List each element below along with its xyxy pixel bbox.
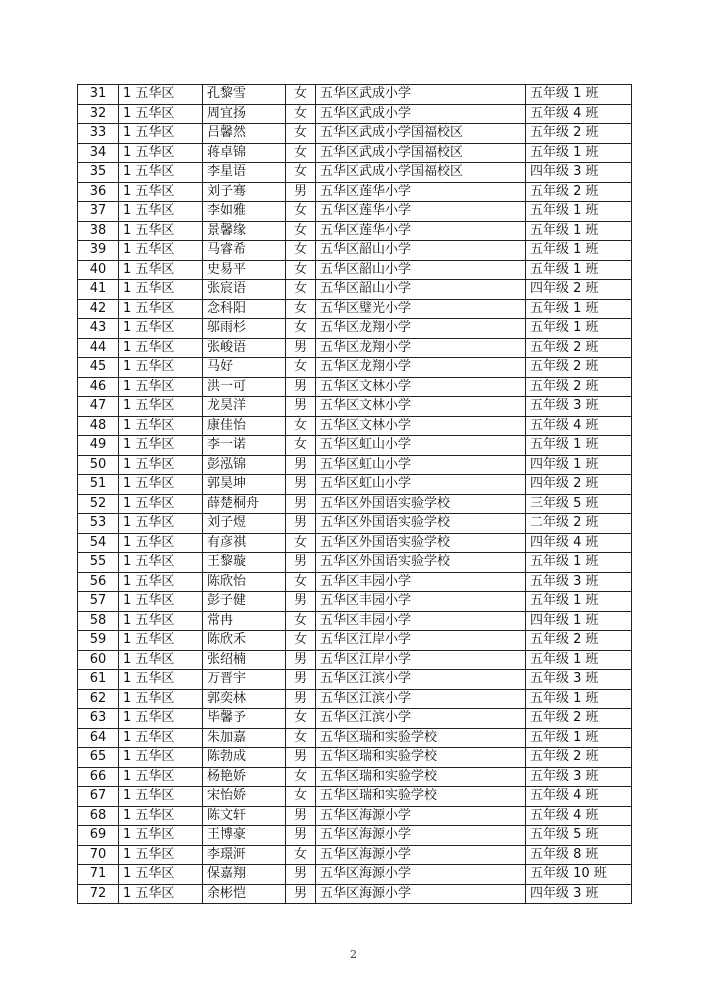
grade-class: 五年级 4 班 bbox=[526, 806, 632, 826]
district-code: 1 五华区 bbox=[119, 533, 203, 553]
school-name: 五华区龙翔小学 bbox=[316, 319, 526, 339]
table-row bbox=[78, 787, 632, 807]
row-number: 40 bbox=[78, 260, 119, 280]
student-sex: 女 bbox=[286, 319, 316, 339]
row-number: 41 bbox=[78, 280, 119, 300]
table-row bbox=[78, 455, 632, 475]
grade-class: 五年级 2 班 bbox=[526, 709, 632, 729]
school-name: 五华区江滨小学 bbox=[316, 670, 526, 690]
student-name: 彭子健 bbox=[203, 592, 286, 612]
grade-class: 五年级 4 班 bbox=[526, 416, 632, 436]
student-name: 王博豪 bbox=[203, 826, 286, 846]
student-sex: 女 bbox=[286, 260, 316, 280]
grade-class: 五年级 2 班 bbox=[526, 124, 632, 144]
district-code: 1 五华区 bbox=[119, 826, 203, 846]
row-number: 32 bbox=[78, 104, 119, 124]
district-code: 1 五华区 bbox=[119, 358, 203, 378]
student-name: 蒋卓锦 bbox=[203, 143, 286, 163]
district-code: 1 五华区 bbox=[119, 377, 203, 397]
student-name: 龙昊洋 bbox=[203, 397, 286, 417]
row-number: 45 bbox=[78, 358, 119, 378]
student-sex: 男 bbox=[286, 182, 316, 202]
student-sex: 女 bbox=[286, 143, 316, 163]
student-sex: 女 bbox=[286, 202, 316, 222]
table-row bbox=[78, 553, 632, 573]
district-code: 1 五华区 bbox=[119, 709, 203, 729]
school-name: 五华区瑞和实验学校 bbox=[316, 748, 526, 768]
table-row bbox=[78, 104, 632, 124]
table-row bbox=[78, 416, 632, 436]
student-sex: 男 bbox=[286, 455, 316, 475]
student-sex: 男 bbox=[286, 689, 316, 709]
row-number: 39 bbox=[78, 241, 119, 261]
table-row bbox=[78, 709, 632, 729]
grade-class: 五年级 2 班 bbox=[526, 358, 632, 378]
row-number: 62 bbox=[78, 689, 119, 709]
row-number: 43 bbox=[78, 319, 119, 339]
school-name: 五华区文林小学 bbox=[316, 397, 526, 417]
student-sex: 男 bbox=[286, 494, 316, 514]
row-number: 49 bbox=[78, 436, 119, 456]
student-sex: 女 bbox=[286, 85, 316, 105]
row-number: 65 bbox=[78, 748, 119, 768]
grade-class: 五年级 1 班 bbox=[526, 436, 632, 456]
school-name: 五华区海源小学 bbox=[316, 884, 526, 904]
grade-class: 五年级 1 班 bbox=[526, 143, 632, 163]
district-code: 1 五华区 bbox=[119, 124, 203, 144]
student-name: 景馨缘 bbox=[203, 221, 286, 241]
table-row bbox=[78, 533, 632, 553]
table-row bbox=[78, 397, 632, 417]
school-name: 五华区武成小学国福校区 bbox=[316, 124, 526, 144]
student-sex: 男 bbox=[286, 475, 316, 495]
student-sex: 女 bbox=[286, 845, 316, 865]
row-number: 51 bbox=[78, 475, 119, 495]
table-row bbox=[78, 202, 632, 222]
table-row bbox=[78, 631, 632, 651]
grade-class: 五年级 1 班 bbox=[526, 221, 632, 241]
table-row bbox=[78, 845, 632, 865]
district-code: 1 五华区 bbox=[119, 865, 203, 885]
student-name: 陈文轩 bbox=[203, 806, 286, 826]
student-name: 宋怡娇 bbox=[203, 787, 286, 807]
student-sex: 男 bbox=[286, 514, 316, 534]
student-sex: 男 bbox=[286, 806, 316, 826]
student-name: 陈勃成 bbox=[203, 748, 286, 768]
district-code: 1 五华区 bbox=[119, 280, 203, 300]
student-name: 保嘉翔 bbox=[203, 865, 286, 885]
student-sex: 女 bbox=[286, 416, 316, 436]
school-name: 五华区璧光小学 bbox=[316, 299, 526, 319]
school-name: 五华区海源小学 bbox=[316, 806, 526, 826]
student-name: 李一诺 bbox=[203, 436, 286, 456]
district-code: 1 五华区 bbox=[119, 767, 203, 787]
student-sex: 女 bbox=[286, 299, 316, 319]
district-code: 1 五华区 bbox=[119, 670, 203, 690]
table-row bbox=[78, 806, 632, 826]
student-sex: 男 bbox=[286, 748, 316, 768]
district-code: 1 五华区 bbox=[119, 299, 203, 319]
row-number: 67 bbox=[78, 787, 119, 807]
row-number: 42 bbox=[78, 299, 119, 319]
student-name: 念科阳 bbox=[203, 299, 286, 319]
grade-class: 五年级 1 班 bbox=[526, 202, 632, 222]
row-number: 64 bbox=[78, 728, 119, 748]
district-code: 1 五华区 bbox=[119, 806, 203, 826]
school-name: 五华区虹山小学 bbox=[316, 436, 526, 456]
student-sex: 女 bbox=[286, 611, 316, 631]
school-name: 五华区江滨小学 bbox=[316, 689, 526, 709]
grade-class: 四年级 2 班 bbox=[526, 475, 632, 495]
student-name: 马好 bbox=[203, 358, 286, 378]
school-name: 五华区丰园小学 bbox=[316, 572, 526, 592]
row-number: 54 bbox=[78, 533, 119, 553]
row-number: 44 bbox=[78, 338, 119, 358]
grade-class: 五年级 1 班 bbox=[526, 299, 632, 319]
table-row bbox=[78, 884, 632, 904]
student-name: 张宸语 bbox=[203, 280, 286, 300]
roster-body bbox=[78, 85, 632, 904]
row-number: 68 bbox=[78, 806, 119, 826]
school-name: 五华区外国语实验学校 bbox=[316, 553, 526, 573]
school-name: 五华区莲华小学 bbox=[316, 182, 526, 202]
grade-class: 五年级 1 班 bbox=[526, 553, 632, 573]
row-number: 56 bbox=[78, 572, 119, 592]
table-row bbox=[78, 611, 632, 631]
district-code: 1 五华区 bbox=[119, 631, 203, 651]
student-sex: 男 bbox=[286, 826, 316, 846]
district-code: 1 五华区 bbox=[119, 787, 203, 807]
district-code: 1 五华区 bbox=[119, 163, 203, 183]
student-sex: 男 bbox=[286, 377, 316, 397]
student-sex: 男 bbox=[286, 884, 316, 904]
school-name: 五华区龙翔小学 bbox=[316, 358, 526, 378]
student-name: 王黎璇 bbox=[203, 553, 286, 573]
student-name: 薛楚桐舟 bbox=[203, 494, 286, 514]
school-name: 五华区丰园小学 bbox=[316, 592, 526, 612]
student-name: 张峻语 bbox=[203, 338, 286, 358]
district-code: 1 五华区 bbox=[119, 416, 203, 436]
row-number: 34 bbox=[78, 143, 119, 163]
grade-class: 五年级 1 班 bbox=[526, 241, 632, 261]
student-name: 孔黎雪 bbox=[203, 85, 286, 105]
grade-class: 五年级 3 班 bbox=[526, 397, 632, 417]
student-name: 康佳怡 bbox=[203, 416, 286, 436]
student-name: 常冉 bbox=[203, 611, 286, 631]
row-number: 61 bbox=[78, 670, 119, 690]
district-code: 1 五华区 bbox=[119, 592, 203, 612]
school-name: 五华区外国语实验学校 bbox=[316, 494, 526, 514]
district-code: 1 五华区 bbox=[119, 650, 203, 670]
row-number: 46 bbox=[78, 377, 119, 397]
grade-class: 四年级 4 班 bbox=[526, 533, 632, 553]
grade-class: 五年级 2 班 bbox=[526, 377, 632, 397]
district-code: 1 五华区 bbox=[119, 143, 203, 163]
student-name: 洪一可 bbox=[203, 377, 286, 397]
page-number: 2 bbox=[350, 948, 357, 961]
district-code: 1 五华区 bbox=[119, 611, 203, 631]
table-row bbox=[78, 143, 632, 163]
grade-class: 五年级 1 班 bbox=[526, 260, 632, 280]
row-number: 53 bbox=[78, 514, 119, 534]
table-row bbox=[78, 182, 632, 202]
school-name: 五华区韶山小学 bbox=[316, 241, 526, 261]
district-code: 1 五华区 bbox=[119, 455, 203, 475]
student-name: 郭奕林 bbox=[203, 689, 286, 709]
row-number: 47 bbox=[78, 397, 119, 417]
district-code: 1 五华区 bbox=[119, 436, 203, 456]
district-code: 1 五华区 bbox=[119, 319, 203, 339]
row-number: 60 bbox=[78, 650, 119, 670]
grade-class: 五年级 1 班 bbox=[526, 650, 632, 670]
school-name: 五华区文林小学 bbox=[316, 377, 526, 397]
grade-class: 四年级 1 班 bbox=[526, 455, 632, 475]
district-code: 1 五华区 bbox=[119, 85, 203, 105]
district-code: 1 五华区 bbox=[119, 260, 203, 280]
table-row bbox=[78, 670, 632, 690]
school-name: 五华区外国语实验学校 bbox=[316, 533, 526, 553]
student-name: 马睿希 bbox=[203, 241, 286, 261]
student-sex: 女 bbox=[286, 358, 316, 378]
row-number: 66 bbox=[78, 767, 119, 787]
district-code: 1 五华区 bbox=[119, 494, 203, 514]
student-sex: 女 bbox=[286, 104, 316, 124]
student-sex: 女 bbox=[286, 728, 316, 748]
student-sex: 女 bbox=[286, 709, 316, 729]
grade-class: 四年级 3 班 bbox=[526, 163, 632, 183]
district-code: 1 五华区 bbox=[119, 553, 203, 573]
table-row bbox=[78, 319, 632, 339]
grade-class: 五年级 4 班 bbox=[526, 787, 632, 807]
row-number: 31 bbox=[78, 85, 119, 105]
row-number: 37 bbox=[78, 202, 119, 222]
student-sex: 女 bbox=[286, 241, 316, 261]
table-row bbox=[78, 299, 632, 319]
district-code: 1 五华区 bbox=[119, 884, 203, 904]
student-name: 彭泓锦 bbox=[203, 455, 286, 475]
student-name: 李星语 bbox=[203, 163, 286, 183]
district-code: 1 五华区 bbox=[119, 845, 203, 865]
table-row bbox=[78, 865, 632, 885]
student-name: 万晋宇 bbox=[203, 670, 286, 690]
table-row bbox=[78, 436, 632, 456]
district-code: 1 五华区 bbox=[119, 689, 203, 709]
school-name: 五华区外国语实验学校 bbox=[316, 514, 526, 534]
student-name: 陈欣怡 bbox=[203, 572, 286, 592]
student-name: 史易平 bbox=[203, 260, 286, 280]
row-number: 72 bbox=[78, 884, 119, 904]
row-number: 48 bbox=[78, 416, 119, 436]
district-code: 1 五华区 bbox=[119, 104, 203, 124]
school-name: 五华区莲华小学 bbox=[316, 221, 526, 241]
grade-class: 四年级 3 班 bbox=[526, 884, 632, 904]
table-row bbox=[78, 85, 632, 105]
district-code: 1 五华区 bbox=[119, 202, 203, 222]
grade-class: 五年级 2 班 bbox=[526, 748, 632, 768]
student-name: 刘子骞 bbox=[203, 182, 286, 202]
student-sex: 女 bbox=[286, 631, 316, 651]
grade-class: 五年级 3 班 bbox=[526, 670, 632, 690]
student-sex: 男 bbox=[286, 865, 316, 885]
district-code: 1 五华区 bbox=[119, 397, 203, 417]
school-name: 五华区武成小学国福校区 bbox=[316, 163, 526, 183]
row-number: 35 bbox=[78, 163, 119, 183]
school-name: 五华区武成小学 bbox=[316, 85, 526, 105]
table-row bbox=[78, 163, 632, 183]
student-sex: 男 bbox=[286, 650, 316, 670]
student-sex: 女 bbox=[286, 221, 316, 241]
district-code: 1 五华区 bbox=[119, 728, 203, 748]
table-row bbox=[78, 728, 632, 748]
grade-class: 五年级 3 班 bbox=[526, 572, 632, 592]
student-sex: 女 bbox=[286, 124, 316, 144]
district-code: 1 五华区 bbox=[119, 338, 203, 358]
grade-class: 四年级 2 班 bbox=[526, 280, 632, 300]
table-row bbox=[78, 514, 632, 534]
school-name: 五华区瑞和实验学校 bbox=[316, 728, 526, 748]
row-number: 55 bbox=[78, 553, 119, 573]
school-name: 五华区江岸小学 bbox=[316, 650, 526, 670]
grade-class: 五年级 1 班 bbox=[526, 319, 632, 339]
grade-class: 五年级 3 班 bbox=[526, 767, 632, 787]
row-number: 71 bbox=[78, 865, 119, 885]
student-name: 邬雨杉 bbox=[203, 319, 286, 339]
student-name: 毕馨予 bbox=[203, 709, 286, 729]
row-number: 63 bbox=[78, 709, 119, 729]
student-sex: 女 bbox=[286, 163, 316, 183]
grade-class: 五年级 8 班 bbox=[526, 845, 632, 865]
table-row bbox=[78, 241, 632, 261]
grade-class: 五年级 1 班 bbox=[526, 592, 632, 612]
table-row bbox=[78, 124, 632, 144]
student-sex: 男 bbox=[286, 553, 316, 573]
grade-class: 五年级 2 班 bbox=[526, 182, 632, 202]
table-row bbox=[78, 826, 632, 846]
student-name: 周宜扬 bbox=[203, 104, 286, 124]
student-name: 刘子煜 bbox=[203, 514, 286, 534]
school-name: 五华区韶山小学 bbox=[316, 280, 526, 300]
student-name: 陈欣禾 bbox=[203, 631, 286, 651]
student-name: 吕馨然 bbox=[203, 124, 286, 144]
student-sex: 男 bbox=[286, 338, 316, 358]
grade-class: 五年级 5 班 bbox=[526, 826, 632, 846]
student-name: 杨艳娇 bbox=[203, 767, 286, 787]
school-name: 五华区韶山小学 bbox=[316, 260, 526, 280]
grade-class: 四年级 1 班 bbox=[526, 611, 632, 631]
school-name: 五华区龙翔小学 bbox=[316, 338, 526, 358]
school-name: 五华区海源小学 bbox=[316, 865, 526, 885]
school-name: 五华区莲华小学 bbox=[316, 202, 526, 222]
row-number: 52 bbox=[78, 494, 119, 514]
table-row bbox=[78, 748, 632, 768]
row-number: 70 bbox=[78, 845, 119, 865]
school-name: 五华区海源小学 bbox=[316, 826, 526, 846]
table-row bbox=[78, 260, 632, 280]
row-number: 58 bbox=[78, 611, 119, 631]
grade-class: 五年级 2 班 bbox=[526, 338, 632, 358]
table-row bbox=[78, 689, 632, 709]
school-name: 五华区虹山小学 bbox=[316, 455, 526, 475]
student-name: 余彬恺 bbox=[203, 884, 286, 904]
grade-class: 二年级 2 班 bbox=[526, 514, 632, 534]
student-roster-table bbox=[77, 84, 632, 904]
school-name: 五华区武成小学 bbox=[316, 104, 526, 124]
student-name: 朱加嘉 bbox=[203, 728, 286, 748]
district-code: 1 五华区 bbox=[119, 748, 203, 768]
grade-class: 五年级 1 班 bbox=[526, 85, 632, 105]
grade-class: 五年级 4 班 bbox=[526, 104, 632, 124]
district-code: 1 五华区 bbox=[119, 475, 203, 495]
grade-class: 五年级 1 班 bbox=[526, 689, 632, 709]
school-name: 五华区海源小学 bbox=[316, 845, 526, 865]
school-name: 五华区虹山小学 bbox=[316, 475, 526, 495]
table-row bbox=[78, 221, 632, 241]
student-sex: 女 bbox=[286, 787, 316, 807]
student-name: 有彦祺 bbox=[203, 533, 286, 553]
school-name: 五华区江滨小学 bbox=[316, 709, 526, 729]
table-row bbox=[78, 494, 632, 514]
school-name: 五华区文林小学 bbox=[316, 416, 526, 436]
student-name: 郭昊坤 bbox=[203, 475, 286, 495]
table-row bbox=[78, 475, 632, 495]
student-name: 李如雅 bbox=[203, 202, 286, 222]
student-sex: 男 bbox=[286, 592, 316, 612]
grade-class: 五年级 2 班 bbox=[526, 631, 632, 651]
district-code: 1 五华区 bbox=[119, 572, 203, 592]
row-number: 69 bbox=[78, 826, 119, 846]
student-name: 张绍楠 bbox=[203, 650, 286, 670]
grade-class: 五年级 10 班 bbox=[526, 865, 632, 885]
student-sex: 男 bbox=[286, 670, 316, 690]
table-row bbox=[78, 377, 632, 397]
table-row bbox=[78, 338, 632, 358]
school-name: 五华区瑞和实验学校 bbox=[316, 787, 526, 807]
student-sex: 女 bbox=[286, 533, 316, 553]
district-code: 1 五华区 bbox=[119, 221, 203, 241]
grade-class: 五年级 1 班 bbox=[526, 728, 632, 748]
table-row bbox=[78, 592, 632, 612]
student-sex: 女 bbox=[286, 767, 316, 787]
row-number: 36 bbox=[78, 182, 119, 202]
school-name: 五华区丰园小学 bbox=[316, 611, 526, 631]
row-number: 50 bbox=[78, 455, 119, 475]
row-number: 59 bbox=[78, 631, 119, 651]
grade-class: 三年级 5 班 bbox=[526, 494, 632, 514]
district-code: 1 五华区 bbox=[119, 182, 203, 202]
table-row bbox=[78, 572, 632, 592]
table-row bbox=[78, 767, 632, 787]
table-row bbox=[78, 280, 632, 300]
school-name: 五华区江岸小学 bbox=[316, 631, 526, 651]
student-sex: 女 bbox=[286, 572, 316, 592]
student-name: 李璟涆 bbox=[203, 845, 286, 865]
student-sex: 女 bbox=[286, 436, 316, 456]
student-sex: 女 bbox=[286, 280, 316, 300]
school-name: 五华区瑞和实验学校 bbox=[316, 767, 526, 787]
table-row bbox=[78, 650, 632, 670]
student-sex: 男 bbox=[286, 397, 316, 417]
row-number: 57 bbox=[78, 592, 119, 612]
row-number: 38 bbox=[78, 221, 119, 241]
district-code: 1 五华区 bbox=[119, 514, 203, 534]
school-name: 五华区武成小学国福校区 bbox=[316, 143, 526, 163]
district-code: 1 五华区 bbox=[119, 241, 203, 261]
table-row bbox=[78, 358, 632, 378]
row-number: 33 bbox=[78, 124, 119, 144]
